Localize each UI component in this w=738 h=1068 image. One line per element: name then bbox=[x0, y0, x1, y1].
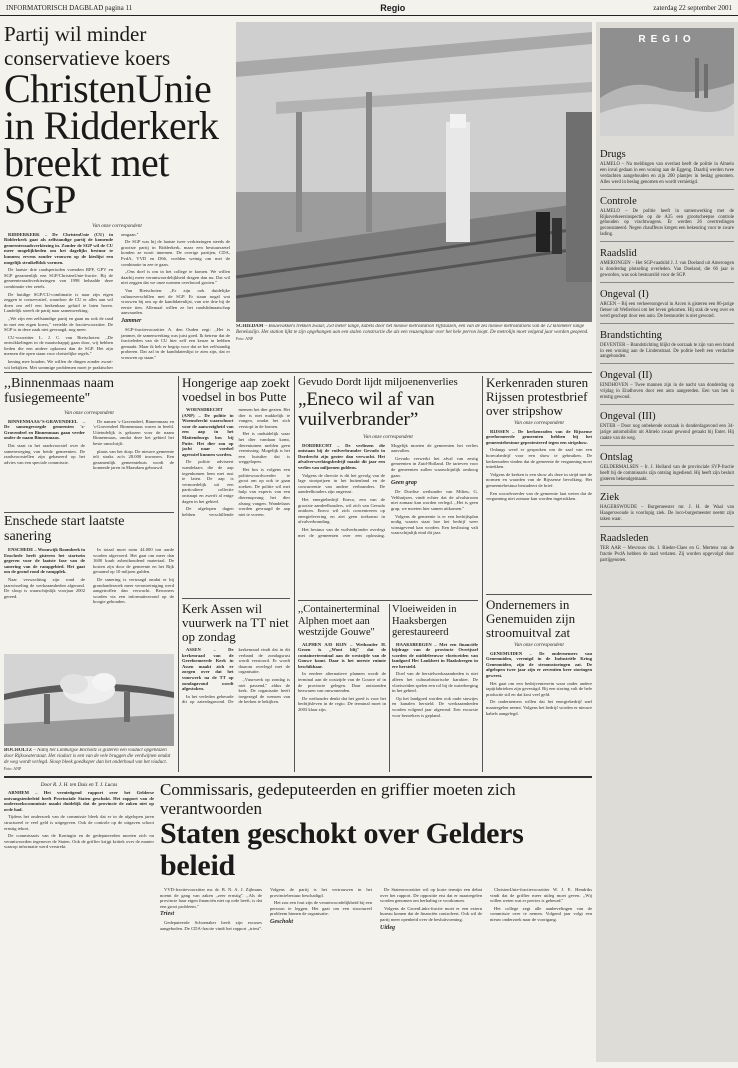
paragraph: Het college zegt alle aanbevelingen van de commissie over te nemen. Volgend jaar volgt een nieuw onderzoek naar de voortgang. bbox=[490, 905, 592, 922]
divider bbox=[298, 600, 478, 601]
paragraph: VVD-fractievoorzitter mr. dr. B. N. A. J. Zijlmans noemt de gang van zaken ,,zeer ernstig''. ,,Als de provincie haar eigen financiën niet op orde heeft, is dat een groot probleem.'' bbox=[160, 887, 262, 909]
photo-credit: Foto: ANP bbox=[4, 766, 22, 770]
sidebar-item-title: Ontslag bbox=[600, 451, 633, 463]
sidebar-item-title: Raadslid bbox=[600, 248, 637, 260]
sidebar-item-title: Raadsleden bbox=[600, 533, 649, 545]
article-body bbox=[298, 433, 478, 589]
lead-intro: DORDRECHT – De verliezen die ontstaan bij de vuilverbrander Gevudo in Dordrecht zijn groter dan verwacht. Het afvalverwerkingsbedrijf maakt dit jaar een verlies van miljoenen guldens. bbox=[298, 442, 385, 470]
subhead: Geschokt bbox=[270, 918, 293, 925]
article-headline: Kerkenraden sturen Rijssen protestbrief over stripshow bbox=[486, 376, 589, 418]
lead-article bbox=[4, 22, 230, 370]
article-body bbox=[4, 409, 174, 510]
sidebar-item bbox=[600, 241, 734, 279]
paragraph: Het bos is volgens een politiewoordvoerder te groot om op ook te gaan zoeken. De politie wil met hulp van experts van een dierenopvang het dier alsnog vangen. Wandelaars worden gevraagd de aap niet te voeren. bbox=[238, 466, 290, 517]
lead-intro: HAAKSBERGEN – Met een financiële bijdrage van de provincie Overijssel worden de middeleeuwse vloeiweiden van landgoed Het Lankheet in Haaksbergen in ere hersteld. bbox=[392, 641, 478, 669]
paragraph: Een woordvoerder van de gemeente laat weten dat de vergunning niet zomaar kan worden ingetrokken. bbox=[486, 490, 592, 502]
divider bbox=[182, 598, 290, 599]
lead-body bbox=[4, 222, 230, 370]
lead-intro: ARNHEM – Het vernietigend rapport over het Gelderse ontvangstenbeleid heeft Provinciale Staten geschokt. Het rapport van de onderzoekscommissie maakt duidelijk dat de provincie de zaken niet op orde had. bbox=[4, 790, 154, 812]
divider bbox=[4, 776, 592, 778]
metro-photo-caption bbox=[236, 324, 592, 346]
paragraph: De commissaris van de Koningin en de gedeputeerden moeten zich nu verantwoorden tegenover de Staten. Ook de griffier krijgt kritiek over de manier waarop informatie werd verstrekt. bbox=[4, 833, 154, 850]
paragraph: ,,Vuurwerk op zondag is niet passend,'' aldus de kerk. De organisatie heeft toegezegd de wensen van de kerken te bekijken. bbox=[238, 676, 290, 705]
photo-credit: Foto: ANP bbox=[236, 336, 254, 341]
sidebar-item-text: ENTER – Door nog onbekende oorzaak is donderdagavond een 34-jarige automobilist uit Almelo zwaar gewond geraakt bij Enter. Hij raakte van de weg. bbox=[600, 424, 734, 441]
sidebar-item-text: DEVENTER – Brandstichting blijkt de oorzaak te zijn van een brand in een woning aan de Lindenstraat. De politie heeft een verdachte aangehouden. bbox=[600, 342, 734, 360]
paragraph: In het verleden gebeurde dit op zaterdagavond. De kerkenraad vindt dat in dit verband de zondagsrust wordt verstoord. Er wordt daarom overlegd met de organisatie. bbox=[182, 647, 290, 705]
paragraph: Volgens de directie is dit het gevolg van de lage stortprijzen in het buitenland en de concurrentie van andere verbranders. De aandeelhouders zijn ongerust. bbox=[298, 472, 385, 495]
paragraph: De Dordtse wethouder van Milieu, G. Velthuijsen, vindt echter dat de afvalstroom niet zomaar kan worden verlegd. ,,Het is geen grap, we moeten hier samen uitkomen.'' bbox=[391, 489, 478, 511]
sidebar-item bbox=[600, 526, 734, 564]
sidebar-item-title: Ongeval (II) bbox=[600, 370, 653, 382]
staten-article bbox=[160, 780, 592, 1062]
paragraph: Gedeputeerde Schoenaker heeft zijn excuses aangeboden. De CDA-fractie vindt het rapport ,,triest''. Volgens de partij is het vertrouwen in het provinciebestuur beschadigd. bbox=[160, 887, 372, 931]
paragraph: SGP-fractievoorzitter A. den Ouden zegt: ,,Het is jammer, de samenwerking was juist goed. Ik betreur dat de fractieleden van de CU hier zelf een keuze in hebben gemaakt. Maar ik heb er begrip voor dat ze het zelfstandig proberen. Dat zal in de kandidatenlijst te zien zijn, dat er vrouwen op staan.'' bbox=[121, 326, 230, 360]
sidebar-item bbox=[600, 189, 734, 239]
article-kicker: Gevudo Dordt lijdt miljoenenverlies bbox=[298, 376, 458, 388]
paragraph: De laatste drie raadsperioden vormden RPF, GPV en SGP gezamenlijk een SGP/ChristenUnie-fractie. Bij de gemeenteraadsverkiezingen van 1998 behaalde deze combinatie vier zetels. bbox=[4, 267, 113, 289]
paragraph: Op het landgoed worden ook oude stuwtjes en kanalen hersteld. De werkzaamheden worden volgend jaar afgerond. Een excursie voor bezoekers is gepland. bbox=[392, 695, 478, 718]
paragraph: Volgens de kerken is een show als deze in strijd met de normen en waarden van de Rijssense bevolking. Het gemeentebestuur bestudeert de brief. bbox=[486, 471, 592, 488]
paragraph: De huidige SGP/CU-combinatie is naar zijn eigen zeggen te conservatief, waardoor de CU er alles aan wil doen om zelf een herkenbaar geluid te laten horen. Landelijk streeft de partij naar samenwerking. bbox=[4, 291, 113, 314]
gevudo-article bbox=[298, 376, 478, 598]
sidebar-item-text: ARCEN – Bij een verkeersongeval in Arcen is gisteren een 86-jarige fietser uit Wellerlooi om het leven gekomen. Hij stak de weg over en werd geschept door een auto. De bestuurder is niet gewond. bbox=[600, 301, 734, 319]
paragraph: Gevudo verwerkt het afval van zestig gemeenten in Zuid-Holland. De tarieven voor de gemeenten zullen waarschijnlijk omhoog gaan. bbox=[391, 455, 478, 478]
ondernemers-article bbox=[486, 598, 592, 772]
correspondent-line: Van onze correspondent bbox=[514, 642, 564, 648]
article-body bbox=[486, 643, 592, 767]
paragraph: ,,Ons doel is om in het college te komen. We willen daarbij meer verantwoordelijkheid dragen dan nu. Dat wil niet zeggen dat we onze normen overboord gooien.'' bbox=[121, 269, 230, 286]
sidebar-item-text: GELDERMALSEN – Ir. J. Holland van de provinciale SVP-fractie heeft bij de commissaris zijn ontslag ingediend. Hij heeft zijn besluit gisteren bekendgemaakt. bbox=[600, 464, 734, 482]
paragraph: De Statenvoorzitter wil op korte termijn een debat over het rapport. De oppositie eist dat er maatregelen worden genomen om herhaling te voorkomen. bbox=[380, 887, 482, 904]
paragraph: De namen 's-Gravendeel, Binnenmaas en 's-Gravendeel Binnenmaas waren in beeld. Uiteindelijk is gekozen voor de naam Binnenmaas, omdat deze het gebied het beste omschrijft. bbox=[93, 418, 174, 446]
divider bbox=[486, 594, 592, 595]
vloeiweiden-article bbox=[392, 604, 478, 772]
kerk-assen-article bbox=[182, 602, 290, 772]
kerkenraden-article bbox=[486, 376, 592, 592]
article-body bbox=[4, 547, 174, 650]
staten-left-column bbox=[4, 780, 154, 1062]
sidebar-item-title: Ziek bbox=[600, 492, 620, 504]
paragraph: De sanering is vertraagd omdat er bij grondonderzoek meer verontreiniging werd aangetroffen dan verwacht. Bewoners worden via een informatieavond op de hoogte gehouden. bbox=[93, 576, 174, 605]
divider bbox=[389, 604, 390, 772]
lead-intro: RIJSSEN – De kerkenraden van de Rijssense gereformeerde gemeenten hebben bij het gemeentebestuur geprotesteerd tegen een stripshow. bbox=[486, 428, 592, 445]
paragraph: plaats van het dorp. De nieuwe gemeente telt straks zo'n 28.000 inwoners. Een gezamenlijk gemeentehuis wordt de komende jaren in Maasdam gebouwd. bbox=[93, 448, 174, 471]
article-kicker: Commissaris, gedeputeerden en griffier moeten zich verantwoorden bbox=[160, 780, 516, 818]
paragraph: De politie adviseert wandelaars die de aap tegenkomen hem met rust te laten. De aap is vermoedelijk uit een particuliere collectie ontsnapt en zwerft al enige dagen in het gebied. bbox=[182, 459, 234, 504]
sidebar-news-list bbox=[600, 140, 734, 1060]
article-body bbox=[486, 421, 592, 579]
sidebar-item-text: ALMELO – De politie heeft in samenwerking met de Rijksverkeersinspectie op de A35 een grootscheepse controle gehouden op vrachtwagens. Er werden 26 overtredingen geconstateerd. Negen chauffeurs kregen een bekeuring voor te zware lading. bbox=[600, 208, 734, 238]
divider bbox=[4, 372, 592, 373]
article-headline: Hongerige aap zoekt voedsel in bos Putte bbox=[182, 376, 290, 404]
sidebar-item-text: TER AAR – Mevrouw drs. I. Rieder-Claes en G. Mertens van de fractie PvdA hebben de raad verlaten. Zij worden opgevolgd door partijgenoten. bbox=[600, 546, 734, 563]
paragraph: In totaal moet ruim 44.000 ton aarde worden afgevoerd. Het gaat om meer dan 1600 kuub asbesthoudend materiaal. De kosten zijn door de gemeente en het Rijk geraamd op 10 miljoen gulden. bbox=[93, 547, 174, 575]
sidebar-item-title: Ongeval (I) bbox=[600, 288, 649, 300]
byline: Door R. J. H. ten Duis en T. J. Lucas bbox=[40, 782, 118, 788]
paragraph: De ondernemers willen dat het energiebedrijf snel maatregelen neemt. Volgens het bedrijf worden er nieuwe kabels aangelegd. bbox=[486, 699, 592, 716]
article-headline: Kerk Assen wil vuurwerk na TT niet op zondag bbox=[182, 602, 289, 644]
lead-headline bbox=[4, 66, 230, 222]
metro-station-photo bbox=[236, 22, 592, 322]
article-headline: Staten geschokt over Gelders beleid bbox=[160, 817, 524, 882]
article-headline: ,,Binnenmaas naam fusiegemeente'' bbox=[4, 376, 115, 406]
sidebar-item-title: Controle bbox=[600, 195, 637, 207]
paragraph: ChristenUnie-fractievoorzitter W. J. E. Hendriks vindt dat de griffier meer uitleg moet geven. ,,Wij willen weten wat er precies is gebeurd.'' bbox=[490, 887, 592, 904]
paragraph: Het zou een fout zijn de verantwoordelijkheid bij een persoon te leggen. Het gaat om een structureel probleem binnen de organisatie. bbox=[270, 900, 372, 917]
sidebar-item bbox=[600, 404, 734, 442]
lead-intro: ENSCHEDE – Woonwijk Roombeek in Enschede heeft gisteren het startsein gegeven voor de laatste fase van de sanering van de rampgebied. Het gaat om de grond rond de rampplek. bbox=[4, 547, 86, 575]
article-headline: Vloeiweiden in Haaksbergen gerestaureerd bbox=[392, 604, 457, 638]
page-header bbox=[0, 0, 738, 16]
paragraph: Dat staat in het raadsvoorstel over de samenvoeging van beide gemeenten. De raadsvoorstellen zijn gebaseerd op het advies van een speciale commissie. bbox=[4, 442, 85, 465]
sidebar-item-title: Brandstichting bbox=[600, 329, 662, 341]
caption-place: SCHIEDAM bbox=[236, 324, 264, 329]
issue-date: zaterdag 22 september 2001 bbox=[653, 3, 732, 12]
article-body bbox=[298, 642, 386, 762]
caption-text: – Nabij het Limburgse Bocholtz is gisteren een viaduct opgeblazen door Rijkswaterstaat. Het viaduct is een van de vele bruggen die verdwijnen omdat de weg wordt verlegd. Sloop bleek goedkoper dan het onderhoud van het viaduct. bbox=[4, 748, 171, 765]
containerterminal-article bbox=[298, 604, 386, 772]
sidebar-item bbox=[600, 143, 734, 186]
regio-banner bbox=[600, 28, 734, 136]
sidebar-item-text: ALMELO – Na meldingen van overlast heeft de politie in Almelo een inval gedaan in een woning aan de Eggeng. Daarbij werden twee verdachten aangehouden en zijn 200 plantjes in beslag genomen. Alles werd in beslag genomen en wordt vernietigd. bbox=[600, 162, 734, 185]
paragraph: Doel van de herstelwerkzaamheden is niet alleen het cultuurhistorische karakter. De vloeiweiden spelen een rol bij de waterberging in het gebied. bbox=[392, 671, 478, 694]
banner-title: REGIO bbox=[638, 34, 696, 45]
lead-intro: ASSEN – De kerkenraad van de Gereformeerde Kerk in Assen maakt zich er zorgen over dat het vuurwerk na de TT op zondagavond wordt afgestoken. bbox=[182, 647, 234, 692]
sidebar-item bbox=[600, 363, 734, 401]
paragraph: De SGP was bij de laatste twee verkiezingen steeds de grootste partij in Ridderkerk, maar een bestuurszetel konden ze nooit innemen. De overige partijen, CDA, PvdA, VVD en D66, voelden weinig om met de combinatie in zee te gaan. bbox=[121, 239, 230, 267]
paragraph: Het bestuur van de vuilverbrander overlegt met de gemeenten over een oplossing. Mogelijk moeten de gemeenten het verlies aanvullen. bbox=[298, 442, 478, 538]
headline-line: ChristenUnie bbox=[4, 66, 212, 111]
article-headline: „Eneco wil af van vuilverbrander” bbox=[298, 389, 435, 430]
newspaper-page-label: INFORMATORISCH DAGBLAD pagina 11 bbox=[6, 3, 133, 12]
correspondent-line: Van onze correspondent bbox=[92, 223, 142, 229]
sidebar-item-title: Ongeval (III) bbox=[600, 411, 656, 423]
paragraph: Naar verwachting zijn rond de jaarwisseling de werkzaamheden afgerond. De sloop is waarschijnlijk voorjaar 2002 gereed. bbox=[4, 576, 85, 599]
hongerige-aap-article bbox=[182, 376, 290, 596]
paragraph: Volgens de GroenLinks-fractie moet er een extern bureau komen dat de financiën controleert. Ook wil de partij meer openheid over de besluitvorming. bbox=[380, 905, 482, 922]
headline-line: breekt met SGP bbox=[4, 140, 169, 222]
article-body bbox=[182, 407, 290, 577]
photo-illustration bbox=[4, 654, 174, 746]
divider bbox=[294, 376, 295, 772]
subhead: Uitleg bbox=[380, 924, 395, 931]
article-body bbox=[160, 887, 592, 1062]
paragraph: ,,We zijn een zelfstandige partij en gaan nu ook de raad in met een eigen koers,'' vertelde de fractievoorzitter. De SGP is in deze zaak niet gevraagd, nog meer. bbox=[4, 315, 113, 333]
sidebar-item-text: AMERONGEN – Het SGP-raadslid J. J. van Doeland uit Amerongen is donderdag plotseling overleden. Van Doeland, die 66 jaar is geworden, was ook bestuurslid voor de SGP. bbox=[600, 261, 734, 278]
section-title: Regio bbox=[380, 2, 406, 13]
lead-intro: RIDDERKERK – De ChristenUnie (CU) in Ridderkerk gaat als zelfstandige partij de komende gemeenteraadsverkiezing in. Zonder de SGP wil de CU meer mogelijkheden om het dagelijks bestuur te kunnen; ervens zonder vrouwen op de kieslijst een mogelijk struikelblok vormen. bbox=[4, 231, 113, 265]
divider bbox=[178, 376, 179, 772]
correspondent-line: Van onze correspondent bbox=[64, 410, 114, 416]
lead-intro: BINNENMAAS/'S-GRAVENDEEL – De samengevoegde gemeenten 's-Gravendeel en Binnenmaas gaan verder onder de naam Binnenmaas. bbox=[4, 418, 85, 441]
subhead: Jammer bbox=[121, 317, 142, 324]
article-body bbox=[4, 790, 154, 1052]
article-body bbox=[392, 642, 478, 762]
binnenmaas-article bbox=[4, 376, 174, 510]
paragraph: Van Rietschoten: ,,Er zijn ook duidelijke cultuurverschillen met de SGP. Er staan nogal wat vrouwen bij ons op de kandidatenlijst, van wie drie bij de eerste tien. Allemaal willen ze het raadslidmaatschap aanvaarden. bbox=[121, 287, 230, 316]
headline-line: in Ridderkerk bbox=[4, 103, 219, 148]
paragraph: Volgens de gemeente is er een bedrijfsplan nodig waarin staat hoe het bedrijf weer winstgevend kan worden. Een beslissing valt waarschijnlijk eind dit jaar. bbox=[391, 513, 478, 536]
sidebar-item-title: Drugs bbox=[600, 149, 626, 160]
correspondent-line: Van onze correspondent bbox=[363, 434, 413, 440]
paragraph: Het gaat om een bedrijventerrein waar onder andere tapijtfabrieken zijn gevestigd. Bij een storing valt de hele productie stil en dat kost veel geld. bbox=[486, 680, 592, 697]
sidebar-item-text: EINDHOVEN – Twee mannen zijn in de nacht van donderdag op vrijdag in Eindhoven door een auto aangereden. Een van hen is ernstig gewond. bbox=[600, 383, 734, 401]
lead-intro: WOENSDRECHT (ANP) – De politie in Woensdrecht waarschuwt voor de aanwezigheid van een aap in het Mattemburgs bos bij Putte. Het dier zou op jacht naar voedsel agressief kunnen worden. bbox=[182, 407, 234, 457]
divider bbox=[4, 512, 174, 513]
photo-illustration bbox=[236, 22, 592, 322]
subhead: Triest bbox=[160, 911, 175, 918]
subhead: Geen grap bbox=[391, 480, 417, 487]
paragraph: De afgelopen dagen hebben verschillende mensen het dier gezien. Het dier is niet makkelijk te vangen, omdat het zich verstopt in de bomen. bbox=[182, 407, 290, 517]
divider bbox=[482, 376, 483, 772]
paragraph: CU-voorzitter L. J. C. van Rietschoten: ,,De ontwikkelingen in de maatschappij gaan door, wij hebben lieden die een andere opkomst dan de SGP. Het zijn mensen die open staan voor christelijke regels.'' bbox=[4, 334, 113, 357]
sidebar-item bbox=[600, 323, 734, 361]
sidebar-item bbox=[600, 485, 734, 523]
lead-intro: GENEMUIDEN – De ondernemers van Genemuiden, verenigd in de Industriële Kring Genemuiden, zijn de stroomstoringen zat. De afgelopen twee jaar zijn er zeventien keer storingen geweest. bbox=[486, 650, 592, 678]
paragraph: In eerdere alternatieve plannen wordt de terminal aan de oostzijde van de Gouwe of in de provincie gelegen. Daar ontstonden bezwaren van omwonenden. bbox=[298, 671, 386, 694]
enschede-article bbox=[4, 514, 174, 650]
sidebar-item bbox=[600, 445, 734, 483]
lead-intro: ALPHEN A/D RIJN – Wethouder H. Groen is ,,Wont blij'' dat de containerterminal aan de westzijde van de Gouwe komt. Daar is het meeste ruimte beschikbaar. bbox=[298, 641, 386, 669]
paragraph: kening mee houden. We willen de dingen zonder zwart-wit bekijken. Met sommige problemen moet je praktischer omgaan.'' bbox=[4, 231, 139, 370]
article-headline: Ondernemers in Genemuiden zijn stroomuitval zat bbox=[486, 598, 576, 640]
sidebar-item-text: HAGERSWOUDE – Burgemeester mr. J. H. de Waal van Haagerswoude is voorlopig ziek. De loco-burgemeester neemt zijn taken waar. bbox=[600, 505, 734, 523]
article-body bbox=[182, 647, 290, 772]
paragraph: Onlangs werd er gesproken om de zaal van een horecabedrijf voor een show te gebruiken. De kerkenraden vinden dat de gemeente de vergunning moet intrekken. bbox=[486, 447, 592, 470]
paragraph: Het energiebedrijf Eneco, een van de grootste aandeelhouders, wil zich van Gevudo ontdoen. Eneco wil zich concentreren op energielevering en ziet geen toekomst in afvalverbranding. bbox=[298, 496, 385, 525]
lead-kicker: Partij wil minder conservatieve koers bbox=[4, 22, 171, 70]
caption-text: – Bouwvakkers trekken zwaar, 250 meter lange, kabels door het nieuwe metrostation Vijfsluizen, een van de zes nieuwe metrostations van de 12 kilometer lange Beneluxlijn. Het station lijkt te zijn opgehangen aan een stalen constructie die als een reuzengitaar over het hele perron loopt. De metrolijn moet volgend jaar worden geopend. bbox=[236, 324, 589, 335]
paragraph: De wethouder denkt dat het goed is voor het bedrijfsleven in de regio. De terminal moet in 2003 klaar zijn. bbox=[298, 695, 386, 713]
sidebar-item bbox=[600, 282, 734, 320]
viaduct-photo bbox=[4, 654, 174, 746]
correspondent-line: Van onze correspondent bbox=[514, 420, 564, 426]
viaduct-photo-caption bbox=[4, 748, 174, 770]
article-headline: ,,Containerterminal Alphen moet aan westzijde Gouwe'' bbox=[298, 604, 380, 638]
paragraph: Het is onduidelijk waar het dier vandaan komt, dierentuinen melden geen vermissing. Mogelijk is het een huisdier dat is weggelopen. bbox=[238, 431, 290, 465]
paragraph: Tijdens het onderzoek van de commissie bleek dat er in de afgelopen jaren structureel te veel geld is uitgegeven. Ook de controle op de uitgaven schoot ernstig tekort. bbox=[4, 814, 154, 831]
caption-place: BOCHOLTZ bbox=[4, 748, 33, 753]
article-headline: Enschede start laatste sanering bbox=[4, 514, 125, 544]
